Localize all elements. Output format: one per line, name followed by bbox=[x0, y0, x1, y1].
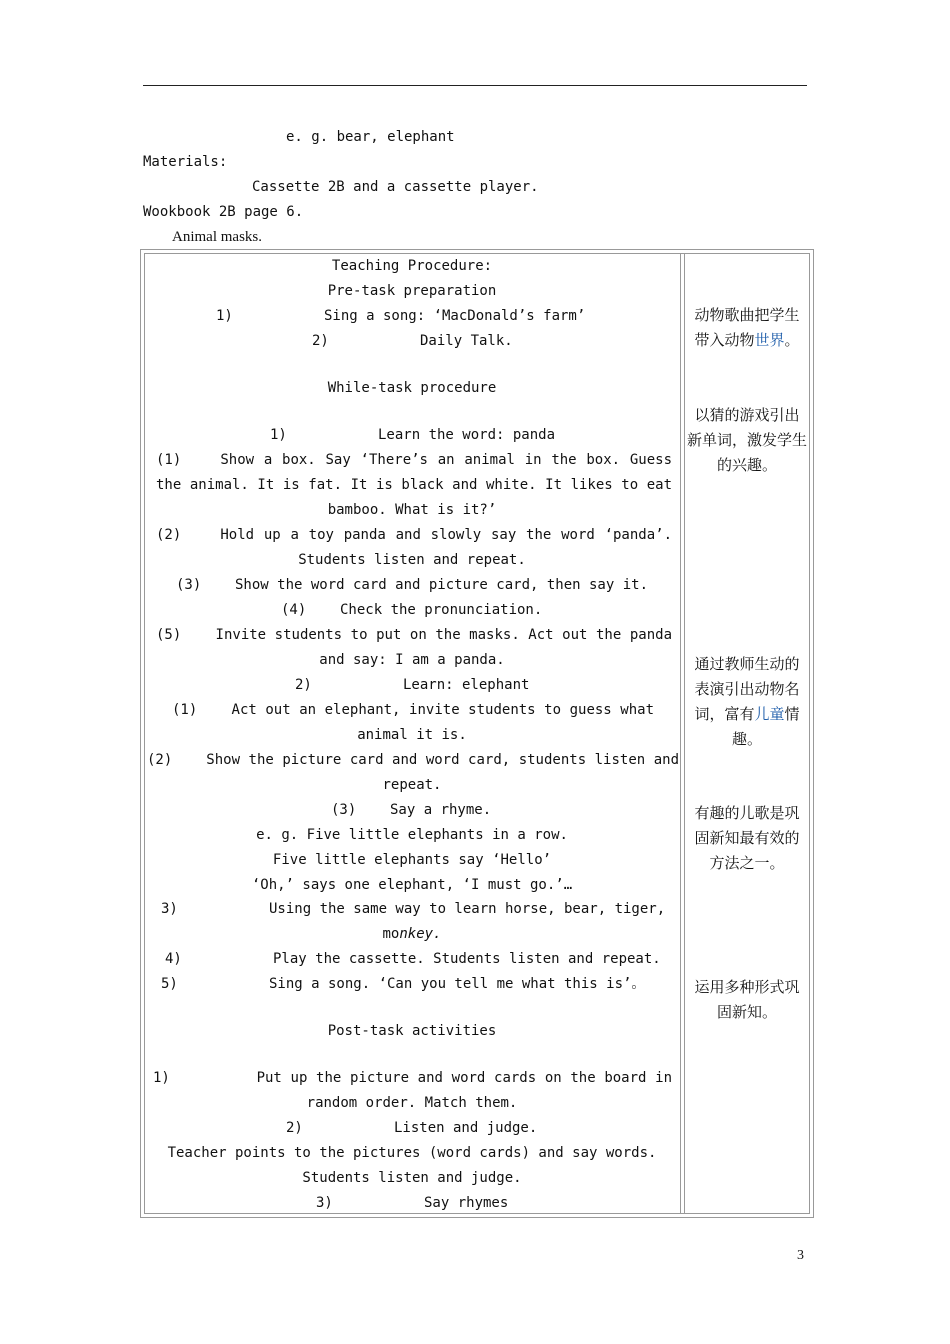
substep-line: the animal. It is fat. It is black and white. It likes to eat bbox=[156, 477, 672, 493]
header-rule bbox=[143, 85, 807, 86]
step-text: Daily Talk. bbox=[420, 333, 513, 349]
substep-line: random order. Match them. bbox=[306, 1095, 518, 1111]
step-text: Play the cassette. Students listen and repeat. bbox=[273, 951, 661, 967]
step-number: 3) bbox=[316, 1195, 333, 1211]
rhyme-line: Five little elephants say ‘Hello’ bbox=[272, 852, 552, 868]
rhyme-line: e. g. Five little elephants in a row. bbox=[256, 827, 568, 843]
note-animal-song: 动物歌曲把学生 带入动物世界。 bbox=[694, 306, 800, 349]
substep-line: (2) Hold up a toy panda and slowly say the word ‘panda’. bbox=[156, 527, 672, 543]
substep-line: (4) Check the pronunciation. bbox=[281, 602, 543, 618]
step-number: 2) bbox=[295, 677, 312, 693]
substep-line: (2) Show the picture card and word card, students listen and bbox=[147, 752, 679, 768]
step-number: 3) bbox=[161, 901, 178, 917]
substep-line: bamboo. What is it?’ bbox=[327, 502, 497, 518]
procedure-title: Teaching Procedure: bbox=[331, 258, 493, 274]
substep-line: animal it is. bbox=[357, 727, 467, 743]
step-text: Learn the word: panda bbox=[378, 427, 556, 443]
column-divider bbox=[684, 253, 685, 1214]
substep-line: and say: I am a panda. bbox=[319, 652, 505, 668]
substep-line: Teacher points to the pictures (word cards) and say words. bbox=[167, 1145, 657, 1161]
step-number: 2) bbox=[312, 333, 329, 349]
post-task-heading: Post-task activities bbox=[327, 1023, 497, 1039]
step-text: Sing a song. ‘Can you tell me what this is’。 bbox=[269, 976, 646, 992]
step-number: 4) bbox=[165, 951, 182, 967]
step-text: Learn: elephant bbox=[403, 677, 530, 693]
step-text: Say rhymes bbox=[424, 1195, 509, 1211]
step-text: Using the same way to learn horse, bear, tiger, bbox=[269, 901, 666, 917]
substep-line: (1) Show a box. Say ‘There’s an animal in the box. Guess bbox=[156, 452, 672, 468]
note-consolidation: 运用多种形式巩 固新知。 bbox=[694, 978, 800, 1021]
substep-line: Students listen and judge. bbox=[302, 1170, 522, 1186]
column-divider bbox=[680, 253, 681, 1214]
page-number: 3 bbox=[797, 1248, 804, 1263]
while-task-heading: While-task procedure bbox=[327, 380, 497, 396]
cassette-line: Cassette 2B and a cassette player. bbox=[252, 179, 539, 195]
substep-line: 1) Put up the picture and word cards on the board in bbox=[153, 1070, 672, 1086]
step-text: Sing a song: ‘MacDonald’s farm’ bbox=[324, 308, 586, 324]
materials-label: Materials: bbox=[143, 154, 228, 170]
note-guessing-game: 以猜的游戏引出 新单词，激发学生 的兴趣。 bbox=[686, 406, 807, 474]
pre-task-heading: Pre-task preparation bbox=[327, 283, 497, 299]
step-number: 5) bbox=[161, 976, 178, 992]
workbook-line: Wookbook 2B page 6. bbox=[143, 204, 304, 220]
substep-line: (1) Act out an elephant, invite students to guess what bbox=[172, 702, 654, 718]
note-rhyme: 有趣的儿歌是巩 固新知最有效的 方法之一。 bbox=[694, 804, 800, 872]
note-teacher-acting: 通过教师生动的 表演引出动物名 词，富有儿童情 趣。 bbox=[694, 655, 800, 748]
substep-line: Students listen and repeat. bbox=[298, 552, 526, 568]
masks-line: Animal masks. bbox=[172, 229, 262, 245]
substep-line: (3) Show the word card and picture card, then say it. bbox=[176, 577, 649, 593]
substep-line: (5) Invite students to put on the masks. Act out the panda bbox=[156, 627, 672, 643]
substep-line: (3) Say a rhyme. bbox=[331, 802, 492, 818]
step-number: 1) bbox=[270, 427, 287, 443]
rhyme-line: ‘Oh,’ says one elephant, ‘I must go.’… bbox=[251, 877, 573, 893]
step-number: 2) bbox=[286, 1120, 303, 1136]
step-number: 1) bbox=[216, 308, 233, 324]
substep-line: repeat. bbox=[382, 777, 442, 793]
eg-line: e. g. bear, elephant bbox=[286, 129, 455, 145]
step-text-continued: monkey. bbox=[382, 926, 442, 942]
step-text: Listen and judge. bbox=[394, 1120, 538, 1136]
